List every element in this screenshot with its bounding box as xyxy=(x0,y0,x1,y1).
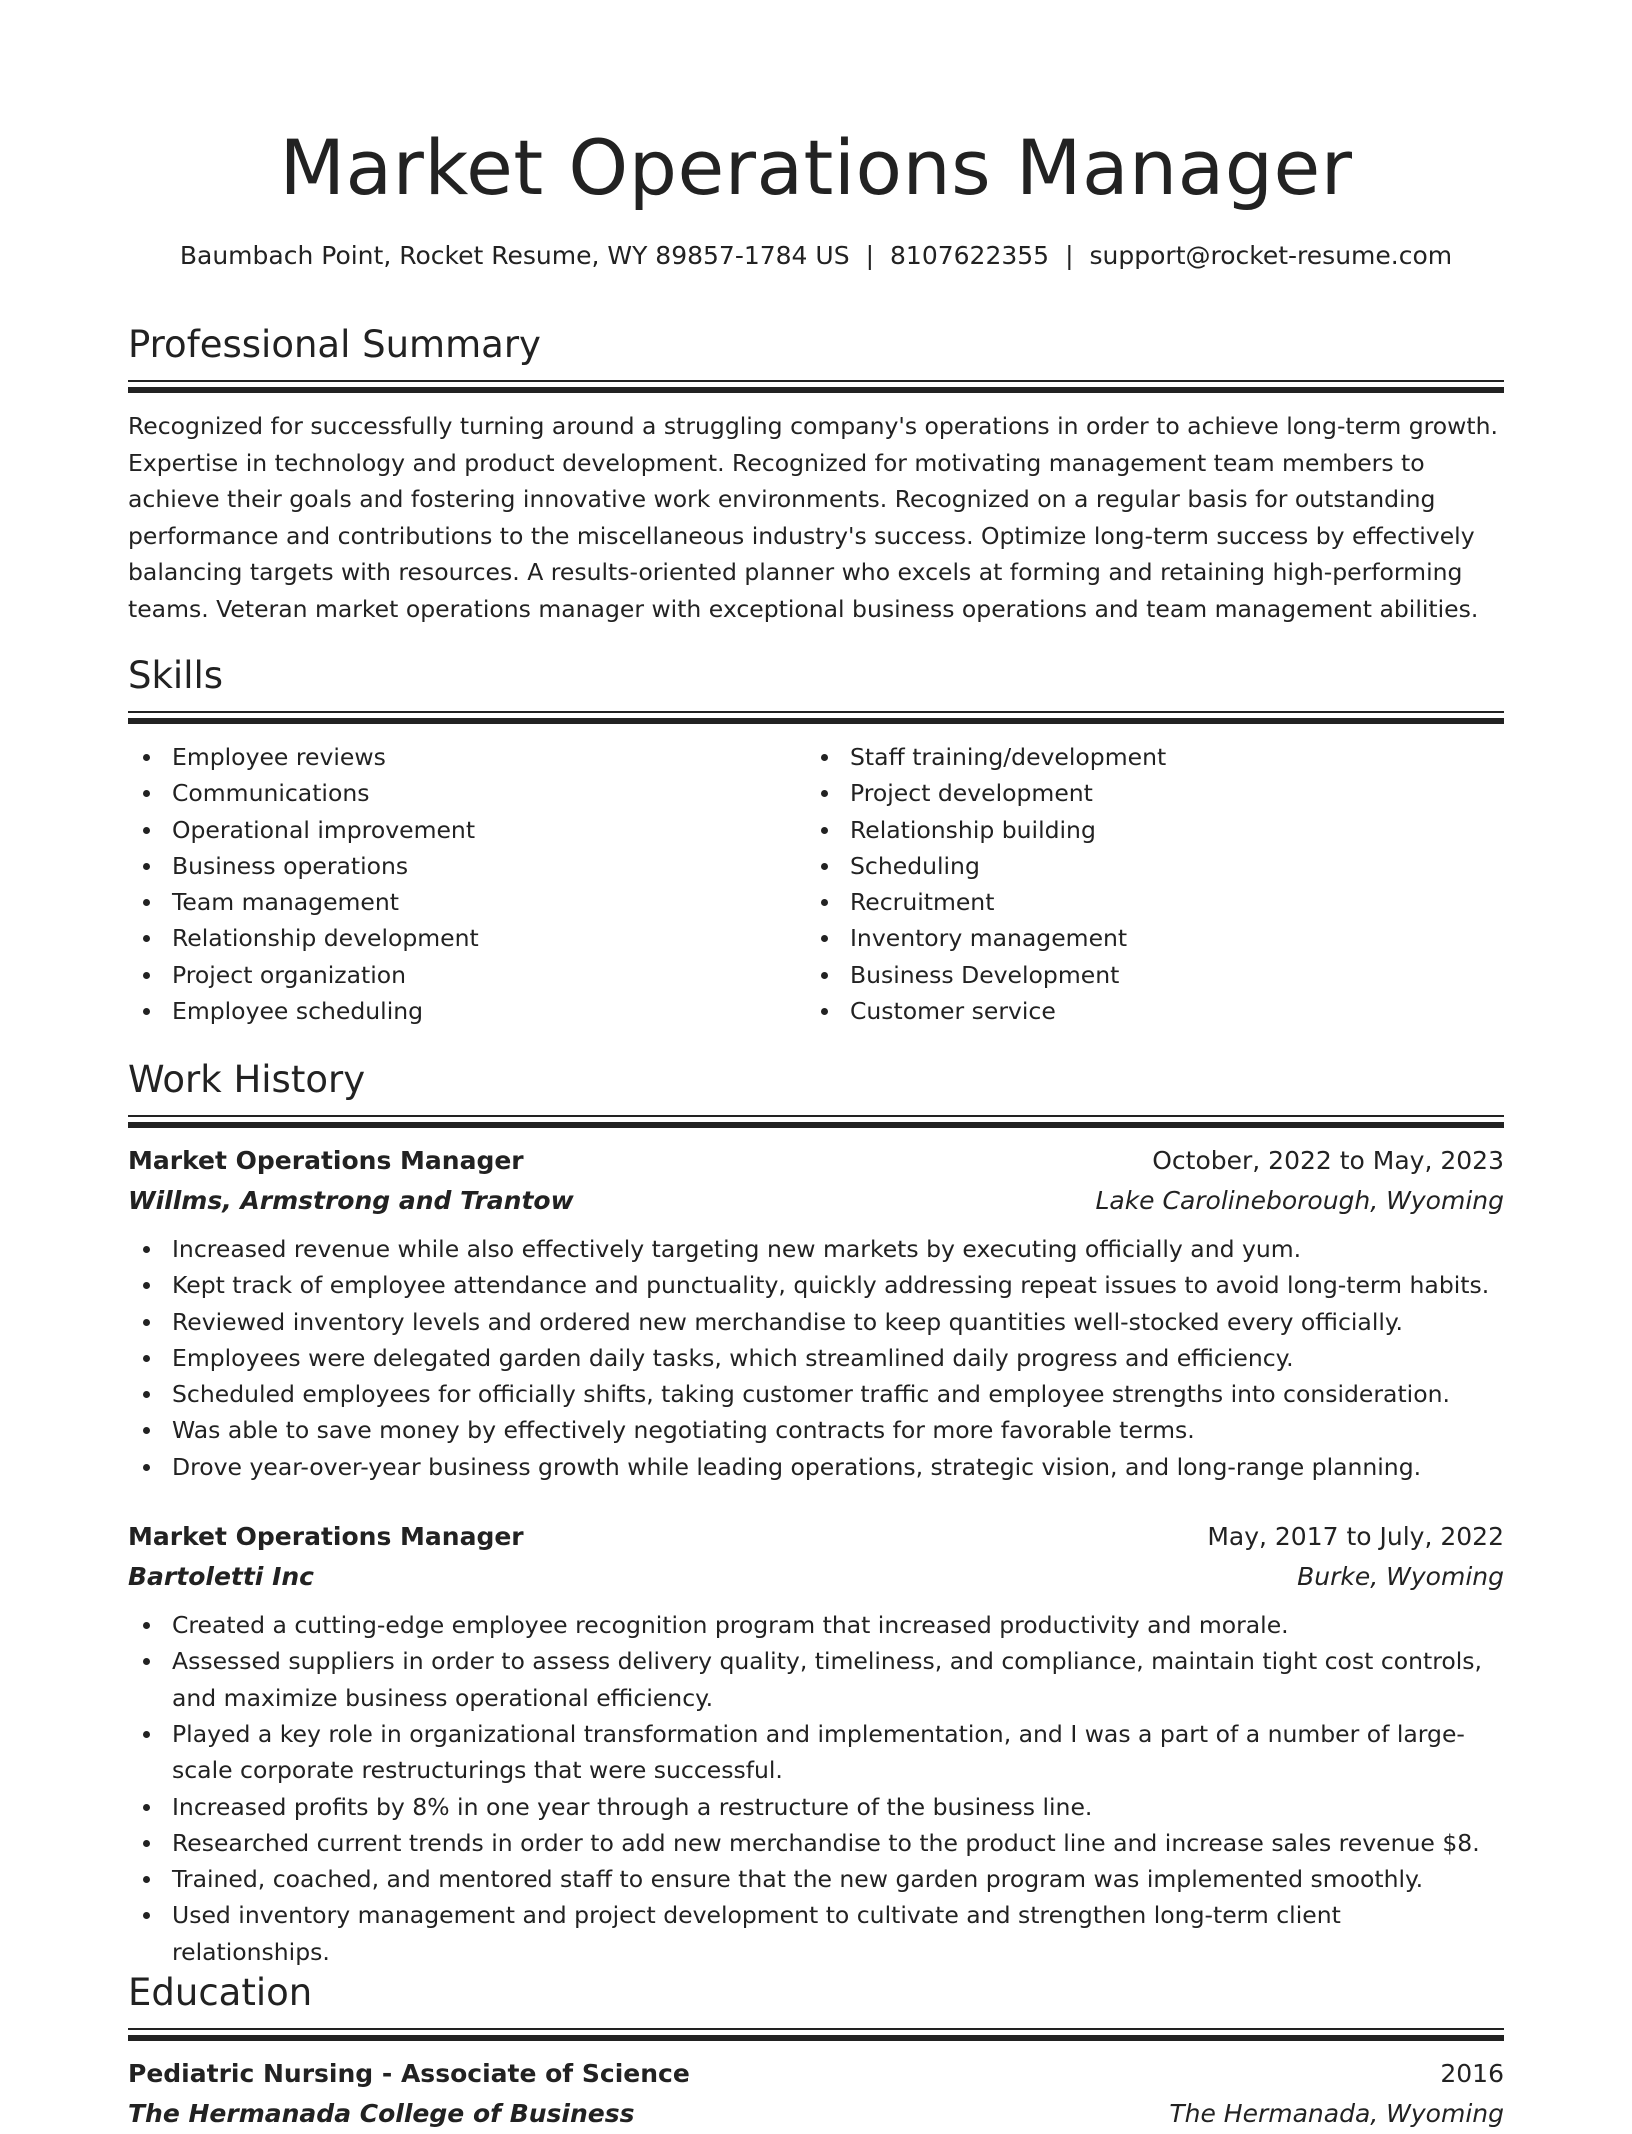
section-divider xyxy=(128,1115,1504,1129)
skill-item: Customer service xyxy=(806,993,1484,1029)
contact-line xyxy=(128,238,1504,274)
job-bullet: Used inventory management and project development to cultivate and strengthen long-term client relationships. xyxy=(128,1897,1504,1970)
section-title-education: Education xyxy=(128,1971,313,2014)
section-divider xyxy=(128,711,1504,725)
job-bullet: Employees were delegated garden daily tasks, which streamlined daily progress and efficiency. xyxy=(128,1340,1504,1376)
contact-address: Baumbach Point, Rocket Resume, WY 89857-1784 US xyxy=(179,241,850,270)
job-bullet: Scheduled employees for officially shifts, taking customer traffic and employee strengths into consideration. xyxy=(128,1376,1504,1412)
skills-column-left xyxy=(128,739,806,1029)
job-subheader xyxy=(128,1557,1504,1597)
section-divider xyxy=(128,2028,1504,2042)
contact-separator: | xyxy=(865,241,875,270)
skill-item: Relationship development xyxy=(128,920,806,956)
job-bullet: Increased revenue while also effectively targeting new markets by executing officially and yum. xyxy=(128,1231,1504,1267)
job-bullet: Trained, coached, and mentored staff to ensure that the new garden program was implemented smoothly. xyxy=(128,1861,1504,1897)
skill-item: Team management xyxy=(128,884,806,920)
job-company: Willms, Armstrong and Trantow xyxy=(128,1186,574,1215)
contact-email: support@rocket-resume.com xyxy=(1089,241,1453,270)
job-header xyxy=(128,1517,1504,1557)
job-location: Burke, Wyoming xyxy=(1297,1562,1504,1592)
job-bullet: Assessed suppliers in order to assess delivery quality, timeliness, and compliance, maintain tight cost controls, and maximize business operational efficiency. xyxy=(128,1643,1504,1716)
job-entry xyxy=(128,1141,1504,1485)
skill-item: Business operations xyxy=(128,848,806,884)
section-title-skills: Skills xyxy=(128,654,224,697)
skill-item: Scheduling xyxy=(806,848,1484,884)
education-entry xyxy=(128,2054,1504,2134)
job-header xyxy=(128,1141,1504,1181)
job-company: Bartoletti Inc xyxy=(128,1562,314,1592)
job-bullet: Played a key role in organizational transformation and implementation, and I was a part of a number of large-scale corporate restructurings that were successful. xyxy=(128,1716,1504,1789)
job-bullet: Created a cutting-edge employee recognition program that increased productivity and morale. xyxy=(128,1607,1504,1643)
education-degree: Pediatric Nursing - Associate of Science xyxy=(128,2059,690,2088)
work-history-section xyxy=(128,1055,1504,1970)
job-dates: October, 2022 to May, 2023 xyxy=(1152,1146,1504,1175)
job-location: Lake Carolineborough, Wyoming xyxy=(1095,1186,1504,1215)
resume-name: Market Operations Manager xyxy=(279,123,1353,212)
education-year: 2016 xyxy=(1440,2059,1504,2088)
summary-section xyxy=(128,320,1504,627)
skill-item: Project organization xyxy=(128,957,806,993)
job-bullet: Kept track of employee attendance and punctuality, quickly addressing repeat issues to avoid long-term habits. xyxy=(128,1267,1504,1303)
skill-item: Inventory management xyxy=(806,920,1484,956)
skill-item: Operational improvement xyxy=(128,812,806,848)
job-bullet: Reviewed inventory levels and ordered new merchandise to keep quantities well-stocked every officially. xyxy=(128,1304,1504,1340)
summary-text: Recognized for successfully turning around a struggling company's operations in order to achieve long-term growth. Expertise in technology and product development. Recognized for motivating management team members to achieve their goals and fostering innovative work environments. Recognized on a regular basis for outstanding performance and contributions to the miscellaneous industry's success. Optimize long-term success by effectively balancing targets with resources. A results-oriented planner who excels at forming and retaining high-performing teams. Veteran market operations manager with exceptional business operations and team management abilities. xyxy=(128,412,1498,623)
job-title: Market Operations Manager xyxy=(128,1146,524,1175)
job-entry xyxy=(128,1517,1504,1970)
section-divider xyxy=(128,380,1504,394)
education-school: The Hermanada College of Business xyxy=(128,2099,635,2128)
skill-item: Staff training/development xyxy=(806,739,1484,775)
contact-phone: 8107622355 xyxy=(890,241,1050,270)
skill-item: Project development xyxy=(806,775,1484,811)
skill-item: Employee reviews xyxy=(128,739,806,775)
skills-section xyxy=(128,651,1504,1029)
skill-item: Relationship building xyxy=(806,812,1484,848)
section-title-work: Work History xyxy=(128,1058,366,1101)
contact-separator: | xyxy=(1065,241,1074,270)
skill-item: Business Development xyxy=(806,957,1484,993)
job-dates: May, 2017 to July, 2022 xyxy=(1207,1522,1504,1552)
education-section xyxy=(128,1968,1504,2134)
education-header xyxy=(128,2054,1504,2094)
skills-column-right xyxy=(806,739,1484,1029)
skill-item: Recruitment xyxy=(806,884,1484,920)
job-title: Market Operations Manager xyxy=(128,1522,524,1552)
job-bullet: Researched current trends in order to add new merchandise to the product line and increase sales revenue $8. xyxy=(128,1825,1504,1861)
skills-list xyxy=(128,739,1504,1029)
skill-item: Communications xyxy=(128,775,806,811)
skill-item: Employee scheduling xyxy=(128,993,806,1029)
job-bullet: Drove year-over-year business growth while leading operations, strategic vision, and long-range planning. xyxy=(128,1449,1504,1485)
education-subheader xyxy=(128,2094,1504,2134)
job-subheader xyxy=(128,1181,1504,1221)
job-bullet: Was able to save money by effectively negotiating contracts for more favorable terms. xyxy=(128,1412,1504,1448)
job-bullets xyxy=(128,1231,1504,1485)
education-location: The Hermanada, Wyoming xyxy=(1169,2099,1504,2128)
job-bullets xyxy=(128,1607,1504,1970)
section-title-summary: Professional Summary xyxy=(128,323,541,366)
job-bullet: Increased profits by 8% in one year through a restructure of the business line. xyxy=(128,1789,1504,1825)
